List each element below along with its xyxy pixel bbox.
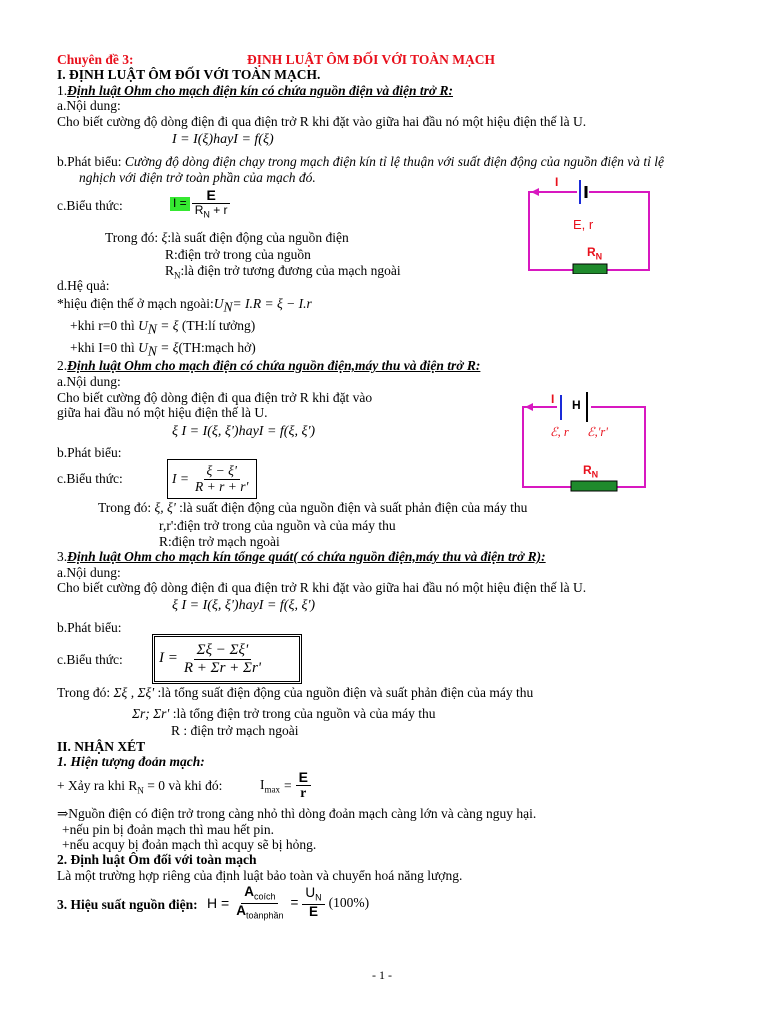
subsection-1-title — [57, 83, 453, 99]
s4-imax-sub: max — [264, 784, 280, 795]
s1-formula-num: E — [192, 188, 229, 204]
s4-U: U — [305, 885, 316, 901]
s1-hq2-tail: (TH:lí tưởng) — [178, 318, 256, 333]
circuit-1-label-I: I — [555, 175, 559, 189]
s4-A-den — [233, 904, 286, 922]
s4-xay-ra-sub: N — [137, 785, 144, 796]
subsection-1-text: Định luật Ohm cho mạch điện kín có chứa nguồn điện và điện trở R: — [67, 83, 454, 98]
s1-hq3-U: U — [138, 340, 148, 355]
circuit-2-label-source: ℰ, r — [550, 425, 569, 439]
s4-imax-fraction — [296, 770, 311, 801]
s4-h2-text: Là một trường hợp riêng của định luật bảo toàn và chuyển hoá năng lượng. — [57, 868, 463, 883]
s4-imax-den: r — [300, 785, 307, 801]
s3-formula-box — [152, 634, 302, 684]
s1-td3-text: :là điện trở tương đương của mạch ngoài — [180, 263, 401, 278]
circuit-2-resistor — [571, 481, 617, 491]
s4-pin: +nếu pin bị đoản mạch thì mau hết pin. — [62, 822, 274, 837]
s2-td1: :là suất điện động của nguồn điện và suất phản điện của máy thu — [175, 500, 528, 515]
subsection-1-prefix: 1. — [57, 83, 68, 98]
s4-A-coich-sub: coích — [253, 891, 276, 902]
s4-imax-I-main: I — [260, 776, 265, 792]
s1-td1: :là suất điện động của nguồn điện — [167, 230, 349, 245]
s1-formula — [170, 188, 231, 221]
s3-a-label: a.Nội dung: — [57, 565, 121, 580]
s3-a-text: Cho biết cường độ dòng điện đi qua điện trở R khi đặt vào giữa hai đầu nó một hiệu điện thế là U. — [57, 580, 587, 595]
s2-equation: ξ I = I(ξ, ξ')hayI = f(ξ, ξ') — [172, 424, 316, 439]
s3-td2 — [132, 706, 436, 722]
s1-trong-do — [105, 230, 349, 246]
s1-c-label: c.Biểu thức: — [57, 198, 123, 213]
s1-a-label: a.Nội dung: — [57, 98, 121, 113]
s3-formula-fraction — [181, 642, 264, 676]
circuit-2-label-R — [583, 464, 598, 480]
s2-a-text1: Cho biết cường độ dòng điện đi qua điện trở R khi đặt vào — [57, 390, 373, 405]
s4-arrow-line: ⇒Nguồn điện có điện trở trong càng nhỏ thì dòng đoản mạch càng lớn và càng nguy hại. — [57, 806, 537, 821]
s3-trong-do — [57, 685, 533, 701]
circuit-1-label-R-main: R — [587, 245, 596, 259]
s3-equation: ξ I = I(ξ, ξ')hayI = f(ξ, ξ') — [172, 598, 316, 613]
s1-td3-R: R — [165, 263, 175, 278]
s1-hq3 — [70, 340, 256, 359]
s1-td3 — [165, 263, 401, 281]
s1-hq1-eq: = I.R = ξ − I.r — [232, 296, 312, 311]
s4-A-num — [241, 885, 278, 904]
s1-hq1-label: *hiệu điện thế ở mạch ngoài: — [57, 296, 214, 311]
s1-equation: I = I(ξ)hayI = f(ξ) — [172, 132, 274, 147]
s1-xi-symbol: ξ — [161, 230, 168, 245]
s4-E: E — [308, 903, 318, 919]
s3-formula-den: R + Σr + Σr' — [183, 659, 261, 676]
s4-h1: 1. Hiện tượng đoản mạch: — [57, 754, 205, 769]
subsection-2-prefix: 2. — [57, 358, 68, 373]
s1-hq3-eq: = ξ — [160, 340, 179, 355]
s4-xay-ra — [57, 778, 222, 796]
s1-b — [57, 154, 664, 170]
subsection-2-title — [57, 358, 480, 374]
s4-xay-ra-a: + Xảy ra khi R — [57, 778, 138, 793]
s4-xay-ra-b: = 0 và khi đó: — [143, 778, 223, 793]
s2-b-label: b.Phát biểu: — [57, 445, 122, 460]
circuit-2-label-R-main: R — [583, 463, 592, 477]
s4-H-eq: H = — [207, 895, 230, 912]
s3-b-label: b.Phát biểu: — [57, 620, 122, 635]
page-title: ĐỊNH LUẬT ÔM ĐỐI VỚI TOÀN MẠCH — [247, 52, 496, 67]
circuit-2-label-receiver: ℰ,'r' — [587, 425, 608, 439]
s1-a-text: Cho biết cường độ dòng điện đi qua điện trở R khi đặt vào giữa hai đầu nó một hiệu điện thế là U. — [57, 114, 587, 129]
s4-U-num — [302, 886, 324, 905]
s2-a-text2: giữa hai đầu nó một hiệu điện thế là U. — [57, 405, 268, 420]
s3-formula-I: I = — [159, 650, 178, 667]
s3-td3: R : điện trở mạch ngoài — [171, 723, 299, 738]
s4-U-sub: N — [315, 893, 322, 904]
s2-formula-den: R + r + r' — [194, 478, 249, 494]
s1-b-text1: Cường độ dòng điện chạy trong mạch điện kín tỉ lệ thuận với suất điện động của nguồn điện và tỉ lệ — [124, 154, 664, 169]
s1-formula-den-tail: + r — [213, 203, 228, 218]
s4-A-tp-sub: toànphần — [245, 910, 284, 921]
s3-td2-symbol: Σr; Σr' — [132, 706, 170, 721]
s4-A-tp: A — [236, 902, 246, 918]
s4-imax-formula — [260, 770, 311, 801]
s2-formula-num: ξ − ξ' — [204, 464, 240, 480]
s1-b-label: b.Phát biểu: — [57, 154, 125, 169]
subsection-2-text: Định luật Ohm cho mạch điện có chứa nguồn điện,máy thu và điện trở R: — [67, 358, 481, 373]
s3-formula-num: Σξ − Σξ' — [194, 642, 252, 660]
s4-U-fraction — [302, 886, 324, 919]
circuit-2-label-R-sub: N — [591, 469, 599, 480]
s1-hq2 — [70, 318, 255, 337]
circuit-1-resistor — [573, 264, 607, 274]
s1-hq2-label: +khi r=0 thì — [70, 318, 139, 333]
chuyen-de-label: Chuyên đề 3: — [57, 52, 134, 67]
circuit-2-arrow-icon — [525, 403, 533, 411]
s1-hq3-label: +khi I=0 thì — [70, 340, 139, 355]
s1-hq1-U: U — [213, 296, 224, 311]
s1-hq1-sub: N — [223, 299, 233, 315]
section-1-heading: I. ĐỊNH LUẬT ÔM ĐỐI VỚI TOÀN MẠCH. — [57, 67, 321, 82]
s2-formula-I: I = — [172, 471, 189, 487]
s2-trong-do-label: Trong đó: — [98, 500, 155, 515]
s1-formula-fraction — [192, 188, 231, 221]
s1-hq2-U: U — [138, 318, 148, 333]
s3-td1: :là tổng suất điện động của nguồn điện và suất phản điện của máy thu — [154, 685, 534, 700]
s3-td2-text: :là tổng điện trở trong của nguồn và của máy thu — [169, 706, 436, 721]
circuit-2-label-I: I — [551, 392, 555, 406]
s1-td3-sub: N — [174, 270, 181, 281]
s1-hq1 — [57, 296, 312, 315]
s1-formula-den-R: R — [194, 203, 204, 218]
section-2-heading: II. NHẬN XÉT — [57, 739, 146, 754]
circuit-1-label-R-sub: N — [595, 251, 603, 262]
circuit-2-label-H: H — [572, 398, 581, 412]
s4-A-coich: A — [244, 884, 254, 899]
s4-imax-I — [260, 777, 280, 795]
circuit-1-arrow-icon — [531, 188, 539, 196]
s2-trong-do — [98, 500, 527, 516]
subsection-3-text: Định luật Ohm cho mạch kín tổnge quát( có chứa nguồn điện,máy thu và điện trở R): — [67, 549, 546, 564]
s1-hq2-sub: N — [147, 321, 157, 337]
s4-imax-eq: = — [284, 777, 292, 793]
s1-hq2-eq: = ξ — [160, 318, 179, 333]
page-number: - 1 - — [372, 968, 392, 982]
s4-A-fraction — [233, 885, 286, 921]
subsection-3-title — [57, 549, 546, 565]
s2-formula-fraction — [192, 464, 251, 495]
s1-hq3-tail: (TH:mạch hở) — [178, 340, 256, 355]
s2-formula-box — [167, 459, 257, 499]
s3-trong-do-label: Trong đó: — [57, 685, 114, 700]
s4-percent: (100%) — [328, 895, 370, 911]
s4-efficiency-formula: H = $\frac{A_{coích}}{A_{toànphần}}$ = $\frac{U_N}{E}$ (100%) — [207, 884, 370, 921]
s2-td3: R:điện trở mạch ngoài — [159, 534, 280, 549]
subsection-3-prefix: 3. — [57, 549, 68, 564]
s2-c-label: c.Biểu thức: — [57, 471, 123, 486]
s1-b-text2: nghịch với điện trở toàn phần của mạch đó. — [79, 170, 316, 185]
s3-td1-symbol: Σξ , Σξ' — [113, 685, 155, 700]
circuit-1-label-R — [587, 246, 602, 262]
s1-d-label: d.Hệ quả: — [57, 278, 110, 293]
s2-td2: r,r':điện trở trong của nguồn và của máy thu — [159, 518, 396, 533]
s2-td1-symbol: ξ, ξ' — [154, 500, 176, 515]
s1-hq3-sub: N — [147, 343, 157, 359]
s4-imax-num: E — [296, 770, 311, 786]
circuit-1-label-Er: E, r — [573, 217, 594, 232]
s4-h3: 3. Hiệu suất nguồn điện: — [57, 897, 198, 912]
s1-formula-den — [192, 204, 231, 220]
s1-trong-do-label: Trong đó: — [105, 230, 162, 245]
s1-formula-I: I = — [170, 197, 190, 211]
s4-acquy: +nếu acquy bị đoản mạch thì acquy sẽ bị hỏng. — [62, 837, 317, 852]
s3-c-label: c.Biểu thức: — [57, 652, 123, 667]
s1-td2: R:điện trở trong của nguồn — [165, 247, 311, 262]
s1-formula-den-sub: N — [203, 209, 210, 220]
s2-a-label: a.Nội dung: — [57, 374, 121, 389]
s4-h2: 2. Định luật Ôm đối với toàn mạch — [57, 852, 257, 867]
